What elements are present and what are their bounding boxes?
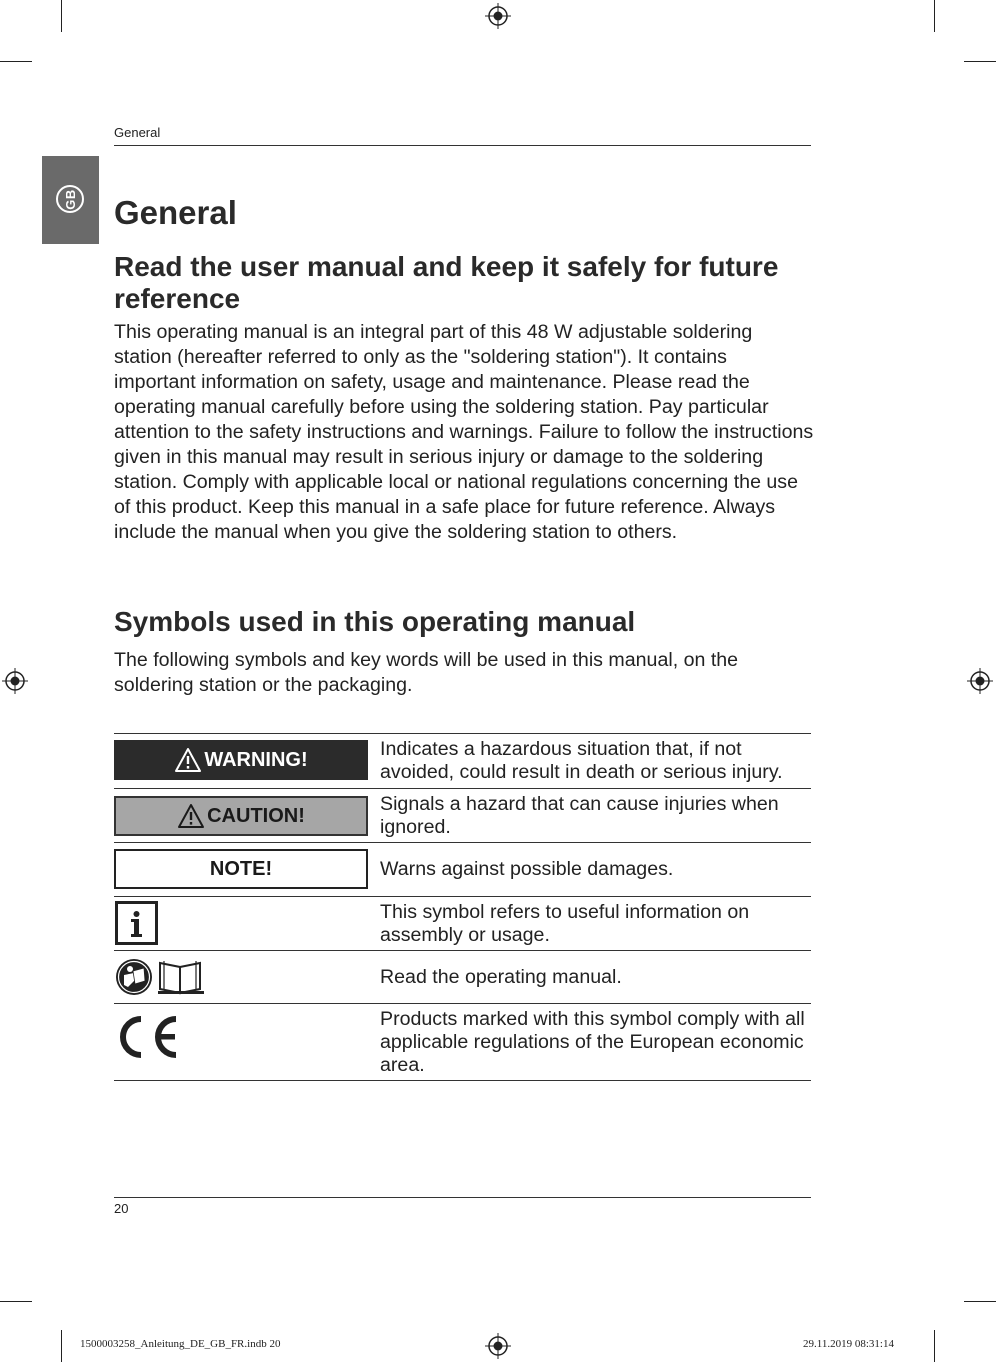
- read-manual-icon: [114, 957, 206, 997]
- caution-label: CAUTION!: [207, 804, 305, 827]
- table-row: [114, 1003, 811, 1081]
- header-rule: [114, 145, 811, 146]
- table-row: [114, 788, 811, 842]
- language-tab-label: GB: [62, 188, 78, 210]
- symbols-table: [114, 733, 811, 1081]
- symbol-description: Read the operating manual.: [380, 966, 622, 988]
- note-badge: [114, 849, 368, 889]
- crop-mark: [61, 0, 62, 32]
- crop-mark: [964, 61, 996, 62]
- section-heading-manual: Read the user manual and keep it safely for future reference: [114, 251, 779, 314]
- ce-mark-icon: [114, 1014, 180, 1060]
- print-slug-file: 1500003258_Anleitung_DE_GB_FR.indb 20: [80, 1338, 281, 1350]
- crop-mark: [0, 1301, 32, 1302]
- symbol-description: This symbol refers to useful information on assembly or usage.: [380, 901, 750, 946]
- warning-triangle-icon: [174, 747, 202, 773]
- registration-mark-icon: [485, 3, 511, 29]
- section-body-manual: This operating manual is an integral part of this 48 W adjustable soldering station (hereafter referred to only as the "soldering station"). It contains important information on safety, usage and maintenance. Please read the operating manual carefully before using the soldering station. Pay particular attention to the safety instructions and warnings. Failure to follow the instructions given in this manual may result in serious injury or damage to the soldering station. Comply with applicable local or national regulations concerning the use of this product. Keep this manual in a safe place for future reference. Always include the manual when you give the soldering station to others.: [114, 321, 814, 543]
- print-slug-date: 29.11.2019 08:31:14: [803, 1338, 894, 1350]
- page-title: General: [114, 194, 237, 231]
- crop-mark: [0, 61, 32, 62]
- caution-badge: [114, 796, 368, 836]
- warning-triangle-icon: [177, 803, 205, 829]
- registration-mark-icon: [2, 668, 28, 694]
- table-row: [114, 896, 811, 950]
- crop-mark: [934, 1330, 935, 1362]
- crop-mark: [61, 1330, 62, 1362]
- running-head: General: [114, 125, 161, 140]
- registration-mark-icon: [967, 668, 993, 694]
- crop-mark: [934, 0, 935, 32]
- footer-rule: [114, 1197, 811, 1198]
- warning-label: WARNING!: [204, 748, 308, 771]
- symbol-description: Signals a hazard that can cause injuries when ignored.: [380, 793, 779, 838]
- symbol-description: Warns against possible damages.: [380, 858, 674, 880]
- symbol-description: Indicates a hazardous situation that, if not avoided, could result in death or serious injury.: [380, 738, 783, 783]
- crop-mark: [964, 1301, 996, 1302]
- table-row: [114, 733, 811, 788]
- symbol-description: Products marked with this symbol comply with all applicable regulations of the European economic area.: [380, 1008, 805, 1076]
- language-tab: [42, 156, 99, 244]
- note-label: NOTE!: [209, 857, 273, 880]
- language-badge: [56, 185, 84, 213]
- section-heading-symbols: Symbols used in this operating manual: [114, 606, 636, 637]
- registration-mark-icon: [485, 1333, 511, 1359]
- page-number: 20: [114, 1201, 129, 1216]
- table-row: [114, 950, 811, 1003]
- warning-badge: [114, 740, 368, 780]
- info-icon: [115, 901, 158, 945]
- table-row: [114, 842, 811, 896]
- section-body-symbols: The following symbols and key words will be used in this manual, on the soldering station or the packaging.: [114, 649, 739, 696]
